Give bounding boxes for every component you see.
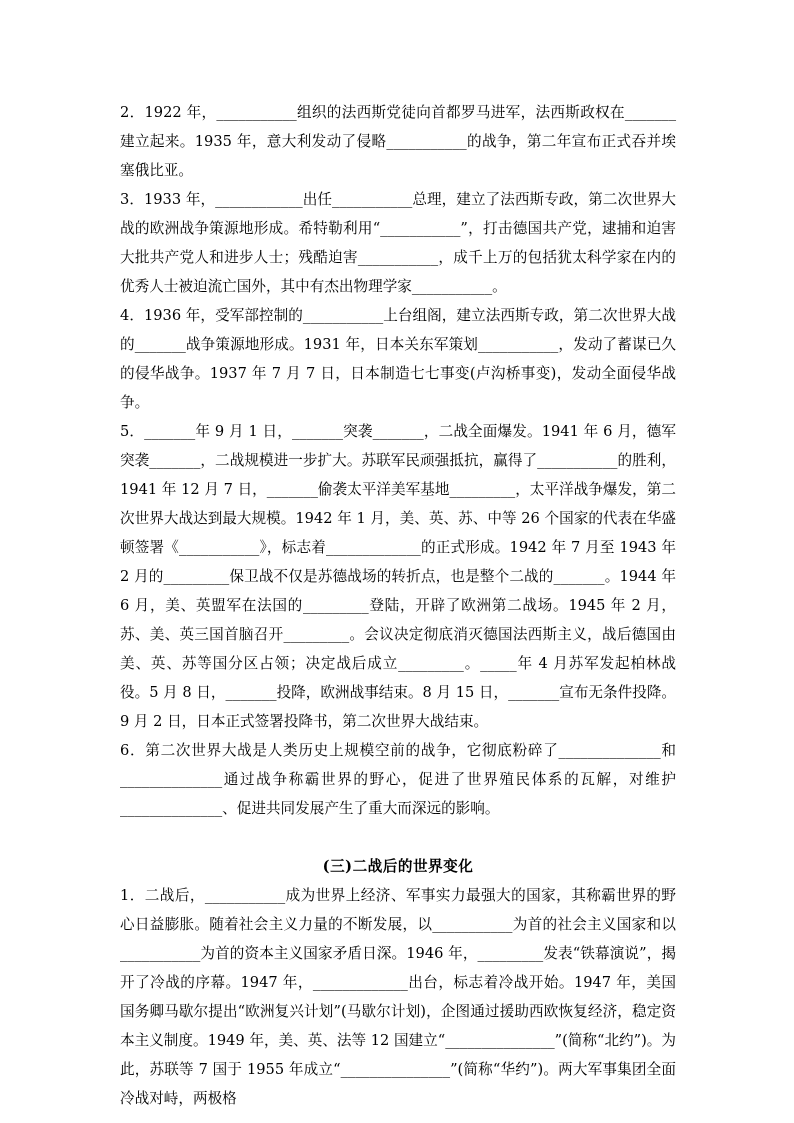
paragraph-6: 6．第二次世界大战是人类历史上规模空前的战争，它彻底粉碎了______________和______________通过战争称霸世界的野心，促进了世界殖民体系的瓦解，对维护______________、促进共同发展产生了重大而深远的影响。 [120, 742, 676, 817]
document-page [120, 98, 676, 1113]
paragraph-5: 5．_______年 9 月 1 日，_______突袭_______，二战全面爆发。1941 年 6 月，德军突袭_______，二战规模进一步扩大。苏联军民顽强抵抗，赢得了___________的胜利，1941 年 12 月 7 日，_______偷袭太平洋美军基地_________，太平洋战争爆发，第二次世界大战达到最大规模。1942 年 1 月，美、英、苏、中等 26 个国家的代表在华盛顿签署《___________》，标志着_____________的正式形成。1942 年 7 月至 1943 年 2 月的_________保卫战不仅是苏德战场的转折点，也是整个二战的_______。1944 年 6 月，美、英盟军在法国的_________登陆，开辟了欧洲第二战场。1945 年 2 月，苏、美、英三国首脑召开_________。会议决定彻底消灭德国法西斯主义，战后德国由美、英、苏等国分区占领；决定战后成立_________。_____年 4 月苏军发起柏林战役。5 月 8 日，_______投降，欧洲战事结束。8 月 15 日，_______宣布无条件投降。9 月 2 日，日本正式签署投降书，第二次世界大战结束。 [120, 423, 676, 730]
paragraph-2: 2．1922 年，___________组织的法西斯党徒向首都罗马进军，法西斯政权在_______建立起来。1935 年，意大利发动了侵略___________的战争，第二年宣布正式吞并埃塞俄比亚。 [120, 104, 676, 179]
paragraph-3: 3．1933 年，____________出任___________总理，建立了法西斯专政，第二次世界大战的欧洲战争策源地形成。希特勒利用“___________”，打击德国共产党，逮捕和迫害大批共产党人和进步人士；残酷迫害___________，成千上万的包括犹太科学家在内的优秀人士被迫流亡国外，其中有杰出物理学家___________。 [120, 191, 676, 295]
section-title: (三)二战后的世界变化 [322, 858, 474, 875]
section-paragraph-1: 1．二战后，___________成为世界上经济、军事实力最强大的国家，其称霸世界的野心日益膨胀。随着社会主义力量的不断发展，以___________为首的社会主义国家和以___________为首的资本主义国家矛盾日深。1946 年，_________发表“铁幕演说”，揭开了冷战的序幕。1947 年，_____________出台，标志着冷战开始。1947 年，美国国务卿马歇尔提出“欧洲复兴计划”(马歇尔计划)，企图通过援助西欧恢复经济，稳定资本主义制度。1949 年，美、英、法等 12 国建立“_______________”(简称“北约”)。为此，苏联等 7 国于 1955 年成立“_______________”(简称“华约”)。两大军事集团全面冷战对峙，两极格 [120, 887, 676, 1107]
paragraph-4: 4．1936 年，受军部控制的___________上台组阁，建立法西斯专政，第二次世界大战的_______战争策源地形成。1931 年，日本关东军策划___________，发动了蓄谋已久的侵华战争。1937 年 7 月 7 日，日本制造七七事变(卢沟桥事变)，发动全面侵华战争。 [120, 307, 676, 411]
